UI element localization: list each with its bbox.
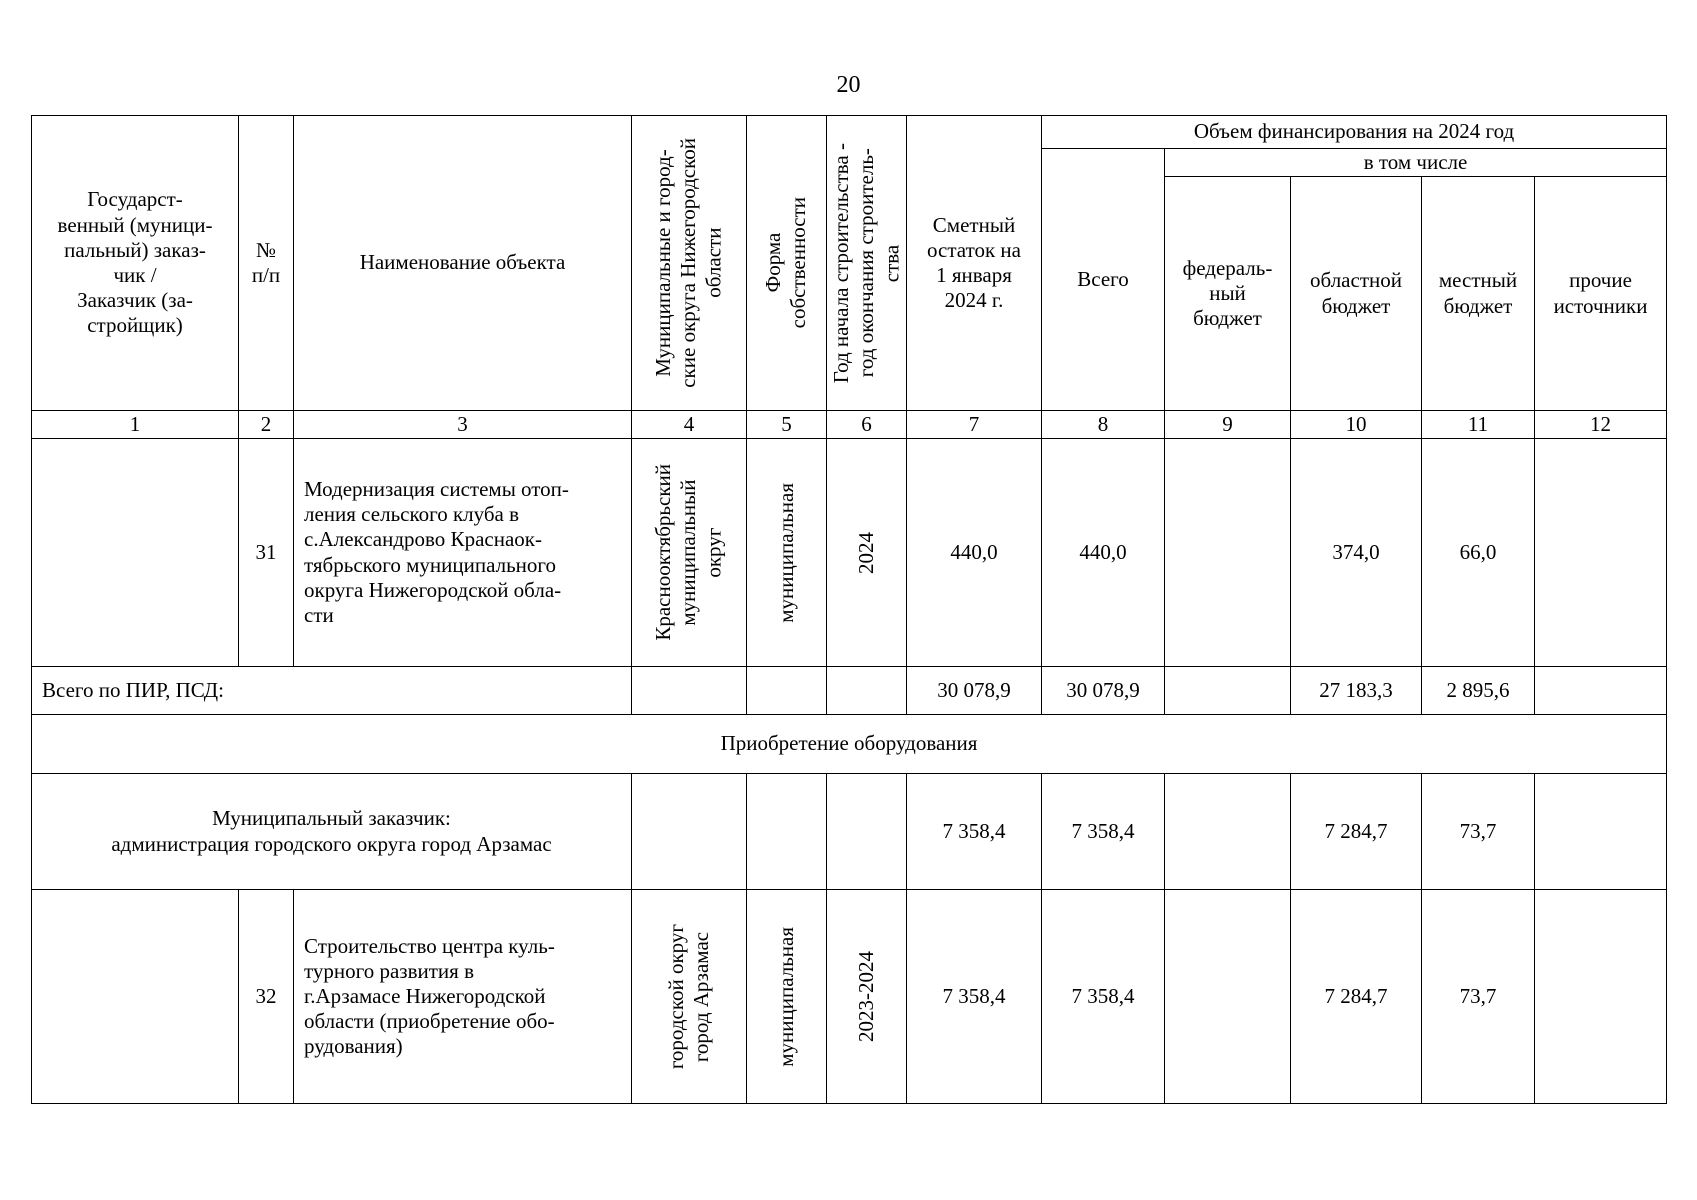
column-number-row: [32, 411, 1667, 439]
row32-years-text: 2023-2024: [853, 951, 878, 1042]
column-number: 3: [294, 411, 632, 439]
total-pir-district: [632, 667, 747, 715]
row32-years: [827, 890, 907, 1104]
table-row-customer: [32, 774, 1667, 890]
row32-name: Строительство центра куль- турного развития в г.Арзамасе Нижегородской области (приобретение обо- рудования): [294, 890, 632, 1104]
customer-other: [1535, 774, 1667, 890]
row32-customer: [32, 890, 239, 1104]
customer-district: [632, 774, 747, 890]
header-funding-group: Объем финансирования на 2024 год: [1042, 116, 1667, 149]
customer-local: 73,7: [1422, 774, 1535, 890]
column-number: 4: [632, 411, 747, 439]
customer-ownership: [747, 774, 827, 890]
customer-regional: 7 284,7: [1291, 774, 1422, 890]
column-number: 6: [827, 411, 907, 439]
header-estimate: Сметный остаток на 1 января 2024 г.: [907, 116, 1042, 411]
row32-district: [632, 890, 747, 1104]
header-ownership-text: Форма собственности: [761, 197, 811, 329]
column-number: 8: [1042, 411, 1165, 439]
customer-estimate: 7 358,4: [907, 774, 1042, 890]
header-including: в том числе: [1165, 149, 1667, 177]
header-regional: областной бюджет: [1291, 177, 1422, 411]
column-number: 1: [32, 411, 239, 439]
table-row-32: [32, 890, 1667, 1104]
column-number: 12: [1535, 411, 1667, 439]
column-number: 10: [1291, 411, 1422, 439]
row32-total: 7 358,4: [1042, 890, 1165, 1104]
row31-total: 440,0: [1042, 439, 1165, 667]
customer-years: [827, 774, 907, 890]
row31-ownership-text: муниципальная: [773, 482, 798, 623]
row32-other: [1535, 890, 1667, 1104]
header-other: прочие источники: [1535, 177, 1667, 411]
section-title: Приобретение оборудования: [32, 715, 1667, 774]
page-number: 20: [836, 72, 861, 98]
header-total: Всего: [1042, 149, 1165, 411]
row31-estimate: 440,0: [907, 439, 1042, 667]
row31-local: 66,0: [1422, 439, 1535, 667]
header-local: местный бюджет: [1422, 177, 1535, 411]
total-pir-local: 2 895,6: [1422, 667, 1535, 715]
row32-estimate: 7 358,4: [907, 890, 1042, 1104]
customer-total: 7 358,4: [1042, 774, 1165, 890]
header-ownership: [747, 116, 827, 411]
row32-ownership: [747, 890, 827, 1104]
header-object-name: Наименование объекта: [294, 116, 632, 411]
row31-name: Модернизация системы отоп- ления сельского клуба в с.Александрово Краснаок- тябрьского муниципального округа Нижегородской обла- сти: [294, 439, 632, 667]
row32-number: 32: [239, 890, 294, 1104]
row32-district-text: городской округ город Арзамас: [663, 923, 713, 1070]
table-row-31: [32, 439, 1667, 667]
row31-district-text: Краснооктябрьский муниципальный округ: [651, 464, 726, 641]
row32-federal: [1165, 890, 1291, 1104]
total-pir-estimate: 30 078,9: [907, 667, 1042, 715]
table-row-section: [32, 715, 1667, 774]
row31-years: [827, 439, 907, 667]
column-number: 2: [239, 411, 294, 439]
row31-federal: [1165, 439, 1291, 667]
customer-federal: [1165, 774, 1291, 890]
header-federal: федераль- ный бюджет: [1165, 177, 1291, 411]
header-years: [827, 116, 907, 411]
row31-customer: [32, 439, 239, 667]
total-pir-regional: 27 183,3: [1291, 667, 1422, 715]
header-district-text: Муниципальные и город- ские округа Нижегородской области: [651, 138, 726, 388]
total-pir-total: 30 078,9: [1042, 667, 1165, 715]
total-pir-other: [1535, 667, 1667, 715]
column-number: 9: [1165, 411, 1291, 439]
total-pir-label: Всего по ПИР, ПСД:: [32, 667, 632, 715]
row32-local: 73,7: [1422, 890, 1535, 1104]
header-number: № п/п: [239, 116, 294, 411]
column-number: 5: [747, 411, 827, 439]
total-pir-years: [827, 667, 907, 715]
header-district: [632, 116, 747, 411]
column-number: 7: [907, 411, 1042, 439]
row31-years-text: 2024: [853, 531, 878, 574]
row31-district: [632, 439, 747, 667]
row32-regional: 7 284,7: [1291, 890, 1422, 1104]
row32-ownership-text: муниципальная: [773, 926, 798, 1067]
total-pir-federal: [1165, 667, 1291, 715]
total-pir-ownership: [747, 667, 827, 715]
row31-ownership: [747, 439, 827, 667]
column-number: 11: [1422, 411, 1535, 439]
header-years-text: Год начала строительства - год окончания строитель- ства: [828, 142, 904, 384]
row31-number: 31: [239, 439, 294, 667]
financing-table: [31, 115, 1667, 1104]
customer-label: Муниципальный заказчик: администрация городского округа город Арзамас: [32, 774, 632, 890]
table-row-total-pir: [32, 667, 1667, 715]
row31-regional: 374,0: [1291, 439, 1422, 667]
row31-other: [1535, 439, 1667, 667]
header-customer: Государст- венный (муници- пальный) заказ- чик / Заказчик (за- стройщик): [32, 116, 239, 411]
